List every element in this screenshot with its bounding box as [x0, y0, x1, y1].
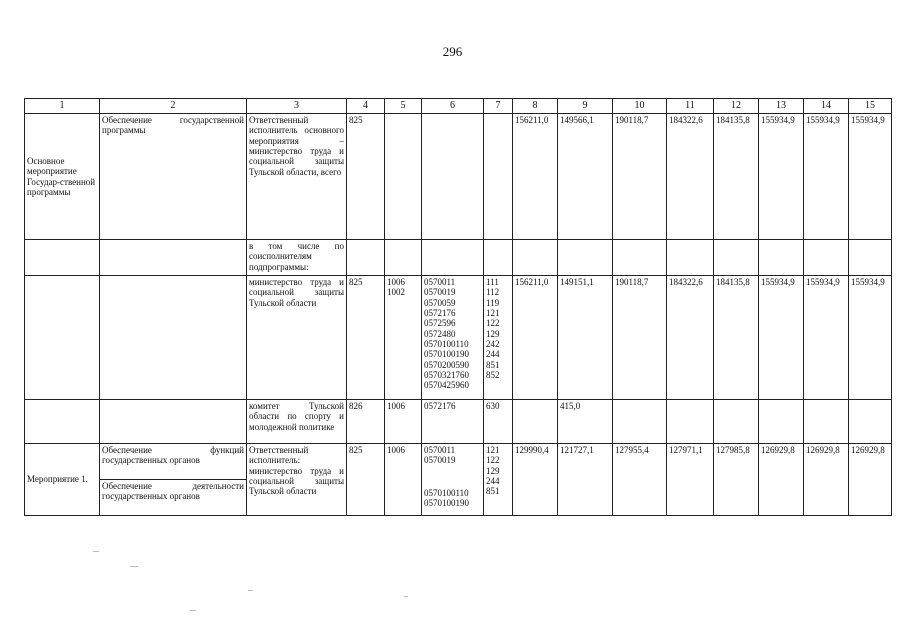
table-row-ministry [25, 276, 892, 400]
header-cell: 3 [247, 99, 347, 114]
target-article-cell [422, 114, 484, 240]
scan-mark [190, 610, 196, 611]
header-cell: 14 [804, 99, 849, 114]
value-cell: 126929,8 [804, 444, 849, 516]
value-cell: 184135,8 [714, 276, 759, 400]
event-description-cell: Обеспечение деятельности государственных органов [100, 480, 247, 516]
executor-cell: Ответственный исполнитель: министерство труда и социальной защиты Тульской области [247, 444, 347, 516]
scan-mark [93, 551, 99, 552]
header-cell: 9 [558, 99, 613, 114]
section-cell [385, 114, 422, 240]
header-cell: 12 [714, 99, 759, 114]
page-number: 296 [442, 44, 463, 59]
expense-type-cell [484, 114, 513, 240]
event-description-cell: Обеспечение функций государственных органов [100, 444, 247, 480]
value-cell: 126929,8 [849, 444, 892, 516]
value-cell: 184135,8 [714, 114, 759, 240]
value-cell: 155934,9 [759, 114, 804, 240]
value-cell: 190118,7 [613, 114, 667, 240]
value-cell: 149151,1 [558, 276, 613, 400]
value-cell: 155934,9 [849, 114, 892, 240]
ministry-code-cell: 825 [347, 114, 385, 240]
table-row-event1 [25, 444, 892, 480]
expense-type-cell: 630 [484, 400, 513, 444]
expense-type-cell: 121 122 129 244 851 [484, 444, 513, 516]
value-cell: 121727,1 [558, 444, 613, 516]
value-cell: 127985,8 [714, 444, 759, 516]
value-cell: 129990,4 [513, 444, 558, 516]
value-cell: 415,0 [558, 400, 613, 444]
scan-mark [404, 596, 408, 597]
value-cell: 156211,0 [513, 276, 558, 400]
program-name-cell: Основное мероприятие Государ-ственной программы [25, 114, 100, 240]
budget-table [24, 98, 892, 516]
scan-mark [248, 590, 253, 591]
value-cell: 184322,6 [667, 276, 714, 400]
header-cell: 7 [484, 99, 513, 114]
header-cell: 11 [667, 99, 714, 114]
header-cell: 5 [385, 99, 422, 114]
section-cell: 1006 1002 [385, 276, 422, 400]
value-cell: 184322,6 [667, 114, 714, 240]
executor-cell: министерство труда и социальной защиты Тульской области [247, 276, 347, 400]
executor-cell: Ответственный исполнитель основного мероприятия – министерство труда и социальной защиты Тульской области, всего [247, 114, 347, 240]
header-row [25, 99, 892, 114]
header-cell: 4 [347, 99, 385, 114]
table-row-including [25, 240, 892, 276]
target-article-cell: 0570011 0570019 0570059 0572176 0572596 0572480 0570100110 0570100190 0570200590 0570321760 0570425960 [422, 276, 484, 400]
value-cell: 155934,9 [804, 276, 849, 400]
header-cell: 1 [25, 99, 100, 114]
ministry-code-cell: 825 [347, 276, 385, 400]
program-description-cell: Обеспечение государственной программы [100, 114, 247, 240]
including-label-cell: в том числе по соисполнителям подпрограммы: [247, 240, 347, 276]
value-cell: 155934,9 [849, 276, 892, 400]
table-row-main-program [25, 114, 892, 240]
executor-cell: комитет Тульской области по спорту и молодежной политике [247, 400, 347, 444]
section-cell: 1006 [385, 444, 422, 516]
value-cell: 156211,0 [513, 114, 558, 240]
value-cell: 155934,9 [804, 114, 849, 240]
ministry-code-cell: 825 [347, 444, 385, 516]
header-cell: 6 [422, 99, 484, 114]
header-cell: 15 [849, 99, 892, 114]
table-row-committee [25, 400, 892, 444]
value-cell: 149566,1 [558, 114, 613, 240]
value-cell: 127971,1 [667, 444, 714, 516]
value-cell: 126929,8 [759, 444, 804, 516]
header-cell: 10 [613, 99, 667, 114]
target-article-cell: 0572176 [422, 400, 484, 444]
value-cell: 127955,4 [613, 444, 667, 516]
value-cell: 155934,9 [759, 276, 804, 400]
header-cell: 2 [100, 99, 247, 114]
header-cell: 13 [759, 99, 804, 114]
header-cell: 8 [513, 99, 558, 114]
expense-type-cell: 111 112 119 121 122 129 242 244 851 852 [484, 276, 513, 400]
value-cell: 190118,7 [613, 276, 667, 400]
section-cell: 1006 [385, 400, 422, 444]
ministry-code-cell: 826 [347, 400, 385, 444]
event-name-cell: Мероприятие 1. [25, 444, 100, 516]
scan-mark [130, 566, 138, 567]
target-article-cell: 0570011 0570019 0570100110 0570100190 [422, 444, 484, 516]
